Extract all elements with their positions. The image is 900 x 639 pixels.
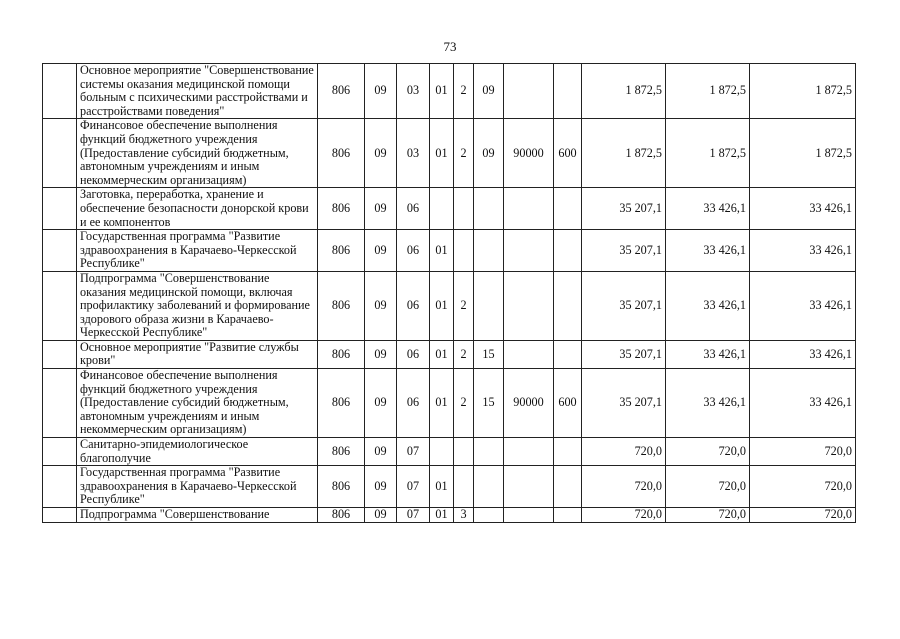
amount-1-cell: 35 207,1 — [582, 369, 666, 438]
activity-code-cell: 09 — [474, 119, 504, 188]
amount-3-cell: 720,0 — [750, 508, 856, 523]
expense-type-cell — [554, 340, 582, 368]
amount-1-cell: 720,0 — [582, 508, 666, 523]
table-row — [43, 340, 856, 368]
direction-code-cell — [504, 271, 554, 340]
expense-type-cell — [554, 230, 582, 272]
activity-code-cell: 15 — [474, 340, 504, 368]
amount-1-cell: 35 207,1 — [582, 340, 666, 368]
subprogram-code-cell: 3 — [454, 508, 474, 523]
section-code-cell: 09 — [365, 230, 397, 272]
ministry-code-cell: 806 — [318, 64, 365, 119]
table-row — [43, 508, 856, 523]
amount-3-cell: 720,0 — [750, 438, 856, 466]
amount-2-cell: 33 426,1 — [666, 271, 750, 340]
amount-3-cell: 33 426,1 — [750, 271, 856, 340]
program-code-cell: 01 — [430, 369, 454, 438]
subsection-code-cell: 06 — [397, 340, 430, 368]
activity-code-cell — [474, 271, 504, 340]
subprogram-code-cell: 2 — [454, 119, 474, 188]
amount-1-cell: 720,0 — [582, 438, 666, 466]
item-name-cell: Финансовое обеспечение выполнения функций бюджетного учреждения (Предоставление субсидий бюджетным, автономным учреждениям и иным некоммерческим организациям) — [77, 119, 318, 188]
amount-2-cell: 720,0 — [666, 508, 750, 523]
subprogram-code-cell: 2 — [454, 369, 474, 438]
table-row — [43, 369, 856, 438]
ministry-code-cell: 806 — [318, 271, 365, 340]
amount-3-cell: 1 872,5 — [750, 119, 856, 188]
expense-type-cell — [554, 466, 582, 508]
activity-code-cell: 15 — [474, 369, 504, 438]
section-code-cell: 09 — [365, 438, 397, 466]
expense-type-cell: 600 — [554, 369, 582, 438]
amount-3-cell: 33 426,1 — [750, 369, 856, 438]
amount-3-cell: 1 872,5 — [750, 64, 856, 119]
activity-code-cell — [474, 188, 504, 230]
table-row — [43, 466, 856, 508]
item-name-cell: Заготовка, переработка, хранение и обеспечение безопасности донорской крови и ее компонентов — [77, 188, 318, 230]
program-code-cell: 01 — [430, 271, 454, 340]
ministry-code-cell: 806 — [318, 119, 365, 188]
table-row — [43, 230, 856, 272]
subprogram-code-cell — [454, 466, 474, 508]
budget-table — [42, 63, 856, 523]
table-row — [43, 188, 856, 230]
subsection-code-cell: 07 — [397, 508, 430, 523]
item-name-cell: Основное мероприятие "Совершенствование системы оказания медицинской помощи больным с психическими расстройствами и расстройствами поведения" — [77, 64, 318, 119]
direction-code-cell — [504, 340, 554, 368]
subsection-code-cell: 06 — [397, 369, 430, 438]
subprogram-code-cell — [454, 230, 474, 272]
table-row — [43, 271, 856, 340]
activity-code-cell — [474, 230, 504, 272]
blank-cell — [43, 466, 77, 508]
ministry-code-cell: 806 — [318, 508, 365, 523]
subsection-code-cell: 07 — [397, 438, 430, 466]
blank-cell — [43, 64, 77, 119]
expense-type-cell — [554, 188, 582, 230]
blank-cell — [43, 230, 77, 272]
section-code-cell: 09 — [365, 271, 397, 340]
item-name-cell: Государственная программа "Развитие здравоохранения в Карачаево-Черкесской Республике" — [77, 466, 318, 508]
direction-code-cell — [504, 188, 554, 230]
ministry-code-cell: 806 — [318, 230, 365, 272]
item-name-cell: Основное мероприятие "Развитие службы крови" — [77, 340, 318, 368]
amount-1-cell: 35 207,1 — [582, 271, 666, 340]
amount-1-cell: 720,0 — [582, 466, 666, 508]
section-code-cell: 09 — [365, 466, 397, 508]
blank-cell — [43, 119, 77, 188]
direction-code-cell — [504, 466, 554, 508]
ministry-code-cell: 806 — [318, 369, 365, 438]
subprogram-code-cell: 2 — [454, 64, 474, 119]
item-name-cell: Финансовое обеспечение выполнения функций бюджетного учреждения (Предоставление субсидий бюджетным, автономным учреждениям и иным некоммерческим организациям) — [77, 369, 318, 438]
direction-code-cell: 90000 — [504, 369, 554, 438]
direction-code-cell — [504, 438, 554, 466]
subsection-code-cell: 06 — [397, 230, 430, 272]
program-code-cell — [430, 188, 454, 230]
ministry-code-cell: 806 — [318, 438, 365, 466]
subsection-code-cell: 07 — [397, 466, 430, 508]
amount-2-cell: 720,0 — [666, 466, 750, 508]
subprogram-code-cell: 2 — [454, 340, 474, 368]
blank-cell — [43, 188, 77, 230]
table-row — [43, 119, 856, 188]
amount-1-cell: 1 872,5 — [582, 119, 666, 188]
blank-cell — [43, 438, 77, 466]
table-row — [43, 438, 856, 466]
activity-code-cell — [474, 466, 504, 508]
subprogram-code-cell: 2 — [454, 271, 474, 340]
direction-code-cell: 90000 — [504, 119, 554, 188]
ministry-code-cell: 806 — [318, 340, 365, 368]
program-code-cell — [430, 438, 454, 466]
subsection-code-cell: 06 — [397, 271, 430, 340]
amount-2-cell: 1 872,5 — [666, 64, 750, 119]
amount-2-cell: 33 426,1 — [666, 340, 750, 368]
amount-2-cell: 1 872,5 — [666, 119, 750, 188]
amount-1-cell: 35 207,1 — [582, 188, 666, 230]
item-name-cell: Санитарно-эпидемиологическое благополучие — [77, 438, 318, 466]
section-code-cell: 09 — [365, 369, 397, 438]
item-name-cell: Подпрограмма "Совершенствование — [77, 508, 318, 523]
page-number: 73 — [443, 39, 457, 54]
blank-cell — [43, 369, 77, 438]
ministry-code-cell: 806 — [318, 188, 365, 230]
section-code-cell: 09 — [365, 340, 397, 368]
item-name-cell: Государственная программа "Развитие здравоохранения в Карачаево-Черкесской Республике" — [77, 230, 318, 272]
amount-3-cell: 33 426,1 — [750, 340, 856, 368]
subsection-code-cell: 03 — [397, 64, 430, 119]
subprogram-code-cell — [454, 438, 474, 466]
program-code-cell: 01 — [430, 340, 454, 368]
ministry-code-cell: 806 — [318, 466, 365, 508]
table-body — [43, 64, 856, 523]
expense-type-cell — [554, 64, 582, 119]
subsection-code-cell: 06 — [397, 188, 430, 230]
amount-1-cell: 1 872,5 — [582, 64, 666, 119]
activity-code-cell — [474, 438, 504, 466]
activity-code-cell: 09 — [474, 64, 504, 119]
blank-cell — [43, 271, 77, 340]
subprogram-code-cell — [454, 188, 474, 230]
expense-type-cell: 600 — [554, 119, 582, 188]
table-row — [43, 64, 856, 119]
amount-2-cell: 33 426,1 — [666, 188, 750, 230]
program-code-cell: 01 — [430, 119, 454, 188]
section-code-cell: 09 — [365, 188, 397, 230]
amount-3-cell: 33 426,1 — [750, 188, 856, 230]
expense-type-cell — [554, 271, 582, 340]
expense-type-cell — [554, 438, 582, 466]
program-code-cell: 01 — [430, 230, 454, 272]
expense-type-cell — [554, 508, 582, 523]
program-code-cell: 01 — [430, 508, 454, 523]
amount-1-cell: 35 207,1 — [582, 230, 666, 272]
item-name-cell: Подпрограмма "Совершенствование оказания медицинской помощи, включая профилактику заболеваний и формирование здорового образа жизни в Карачаево-Черкесской Республике" — [77, 271, 318, 340]
program-code-cell: 01 — [430, 466, 454, 508]
direction-code-cell — [504, 64, 554, 119]
amount-3-cell: 33 426,1 — [750, 230, 856, 272]
blank-cell — [43, 340, 77, 368]
amount-2-cell: 33 426,1 — [666, 230, 750, 272]
section-code-cell: 09 — [365, 119, 397, 188]
amount-2-cell: 33 426,1 — [666, 369, 750, 438]
section-code-cell: 09 — [365, 508, 397, 523]
direction-code-cell — [504, 230, 554, 272]
amount-2-cell: 720,0 — [666, 438, 750, 466]
amount-3-cell: 720,0 — [750, 466, 856, 508]
subsection-code-cell: 03 — [397, 119, 430, 188]
blank-cell — [43, 508, 77, 523]
section-code-cell: 09 — [365, 64, 397, 119]
activity-code-cell — [474, 508, 504, 523]
program-code-cell: 01 — [430, 64, 454, 119]
direction-code-cell — [504, 508, 554, 523]
